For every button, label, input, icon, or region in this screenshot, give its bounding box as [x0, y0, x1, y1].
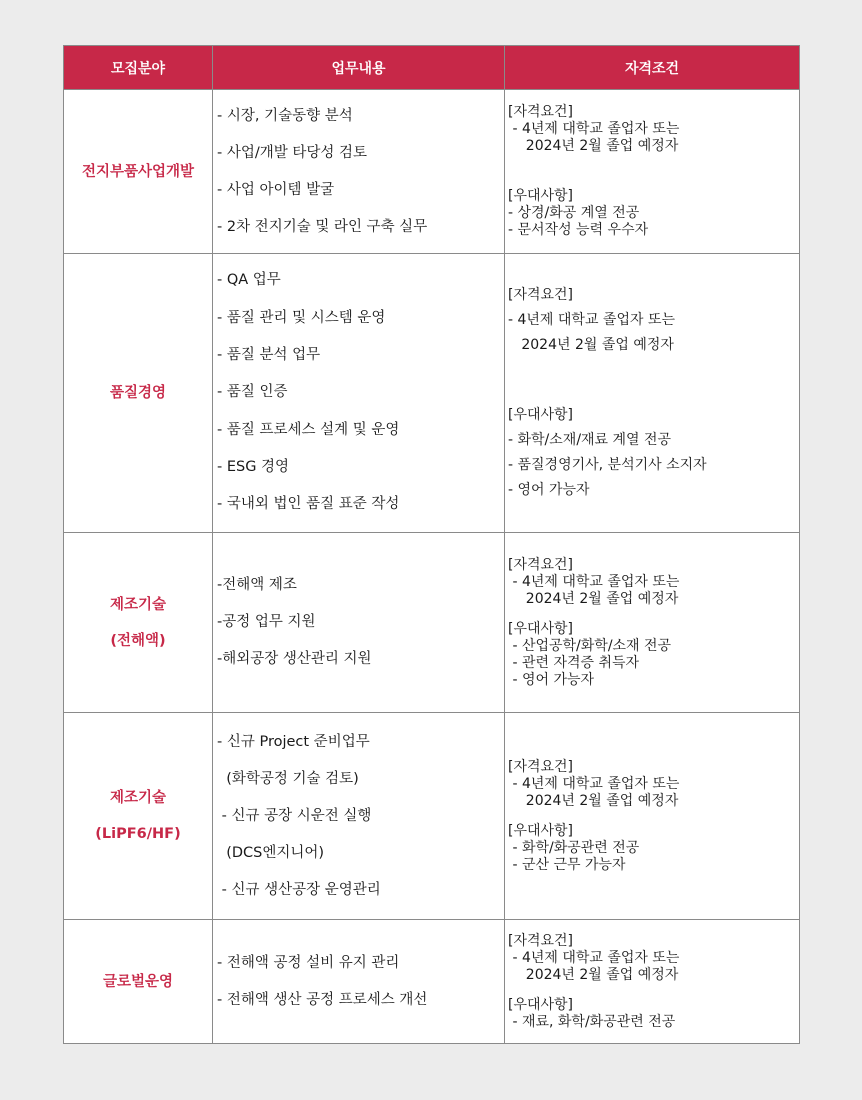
requirements-title: [자격요건] [508, 758, 574, 775]
preference-item: - 산업공학/화학/소재 전공 [508, 637, 672, 654]
duty-item: - 2차 전지기술 및 라인 구축 실무 [217, 218, 428, 235]
duty-item: - 신규 생산공장 운영관리 [217, 881, 381, 898]
preference-item: - 품질경영기사, 분석기사 소지자 [508, 457, 707, 473]
preference-item: - 화학/소재/재료 계열 전공 [508, 432, 672, 448]
preference-item: - 화학/화공관련 전공 [508, 839, 640, 856]
field-name: 품질경영 [109, 385, 167, 401]
duty-item: - ESG 경영 [217, 458, 290, 475]
duty-item: - 품질 프로세스 설계 및 운영 [217, 421, 400, 438]
field-subname: (LiPF6/HF) [95, 826, 181, 842]
header-qualifications: 자격조건 [505, 46, 800, 90]
duty-item: - 사업/개발 타당성 검토 [217, 144, 368, 161]
requirement-item: - 4년제 대학교 졸업자 또는 [508, 573, 680, 590]
duty-item: (DCS엔지니어) [217, 844, 325, 861]
duty-item: - 시장, 기술동향 분석 [217, 107, 353, 124]
duty-item: - QA 업무 [217, 272, 281, 289]
duty-item: - 전해액 생산 공정 프로세스 개선 [217, 991, 428, 1008]
duty-item: -전해액 제조 [217, 577, 297, 593]
duties-cell [213, 90, 505, 254]
field-name: 제조기술 [109, 596, 167, 613]
table-row [64, 90, 800, 254]
qualifications-cell [505, 533, 800, 713]
preference-item: - 군산 근무 가능자 [508, 856, 626, 873]
qualifications-cell [505, 254, 800, 533]
field-subname: (전해액) [110, 632, 166, 649]
requirement-item: 2024년 2월 졸업 예정자 [508, 337, 674, 353]
duty-item: - 신규 Project 준비업무 [217, 733, 370, 750]
field-name: 전지부품사업개발 [81, 163, 195, 180]
field-cell [64, 533, 213, 713]
requirements-title: [자격요건] [508, 104, 574, 120]
field-cell [64, 713, 213, 920]
requirement-item: - 4년제 대학교 졸업자 또는 [508, 121, 680, 137]
table-row [64, 713, 800, 920]
field-cell [64, 90, 213, 254]
duty-item: - 품질 관리 및 시스템 운영 [217, 309, 386, 326]
duty-item: -해외공장 생산관리 지원 [217, 651, 372, 667]
field-name: 글로벌운영 [102, 973, 174, 990]
duties-cell [213, 920, 505, 1044]
duty-item: (화학공정 기술 검토) [217, 770, 359, 787]
field-name: 제조기술 [109, 790, 167, 806]
requirements-title: [자격요건] [508, 556, 574, 573]
table-header-row [64, 46, 800, 90]
field-cell [64, 920, 213, 1044]
preference-item: - 문서작성 능력 우수자 [508, 222, 649, 238]
duty-item: -공정 업무 지원 [217, 614, 316, 630]
duty-item: - 사업 아이템 발굴 [217, 181, 335, 198]
duty-item: - 신규 공장 시운전 실행 [217, 807, 372, 824]
preferences-title: [우대사항] [508, 822, 574, 839]
requirement-item: 2024년 2월 졸업 예정자 [508, 792, 679, 809]
requirement-item: 2024년 2월 졸업 예정자 [508, 590, 679, 607]
preferences-title: [우대사항] [508, 996, 574, 1013]
preferences-title: [우대사항] [508, 620, 574, 637]
qualifications-cell [505, 713, 800, 920]
requirement-item: 2024년 2월 졸업 예정자 [508, 138, 679, 154]
recruitment-table [63, 45, 800, 1044]
qualifications-cell [505, 920, 800, 1044]
table-row [64, 920, 800, 1044]
preference-item: - 상경/화공 계열 전공 [508, 205, 640, 221]
qualifications-cell [505, 90, 800, 254]
preference-item: - 영어 가능자 [508, 482, 590, 498]
preferences-title: [우대사항] [508, 188, 574, 204]
preference-item: - 재료, 화학/화공관련 전공 [508, 1013, 676, 1030]
header-field: 모집분야 [64, 46, 213, 90]
table-row [64, 533, 800, 713]
table-row [64, 254, 800, 533]
requirement-item: - 4년제 대학교 졸업자 또는 [508, 312, 675, 328]
duty-item: - 국내외 법인 품질 표준 작성 [217, 496, 400, 513]
duty-item: - 품질 분석 업무 [217, 347, 321, 364]
requirements-title: [자격요건] [508, 287, 574, 303]
duty-item: - 전해액 공정 설비 유지 관리 [217, 954, 400, 971]
duties-cell [213, 254, 505, 533]
preference-item: - 영어 가능자 [508, 671, 595, 688]
requirement-item: - 4년제 대학교 졸업자 또는 [508, 775, 680, 792]
duties-cell [213, 533, 505, 713]
header-duties: 업무내용 [213, 46, 505, 90]
preference-item: - 관련 자격증 취득자 [508, 654, 640, 671]
duties-cell [213, 713, 505, 920]
requirement-item: 2024년 2월 졸업 예정자 [508, 966, 679, 983]
requirements-title: [자격요건] [508, 932, 574, 949]
field-cell [64, 254, 213, 533]
preferences-title: [우대사항] [508, 407, 574, 423]
requirement-item: - 4년제 대학교 졸업자 또는 [508, 949, 680, 966]
duty-item: - 품질 인증 [217, 384, 288, 401]
